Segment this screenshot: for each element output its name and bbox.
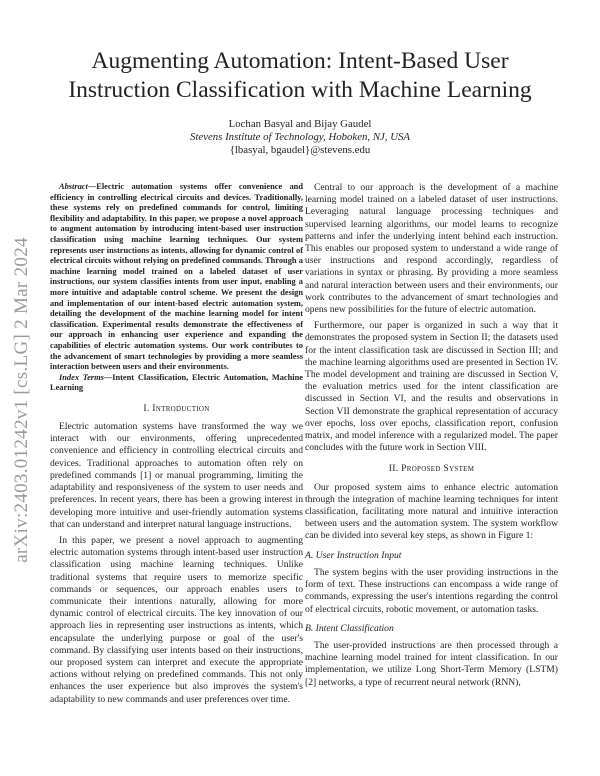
intro-paragraph-4: Furthermore, our paper is organized in such a way that it demonstrates the proposed system in Section II; the datasets used for the intent classification task are discussed in Section III; and the machine learning algorithms used are presented in Section IV. The model development and training are discussed in Section V, the evaluation metrics used for the intent classification are discussed in Section VI, and the results and observations in Section VII demonstrate the graphical representation of accuracy over epochs, loss over epochs, classification report, confusion matrix, and model inference with a regularized model. The paper concludes with the future work in Section VIII. <box>305 320 558 454</box>
abstract-paragraph <box>50 182 303 373</box>
index-terms <box>50 373 303 394</box>
author-affiliation: Stevens Institute of Technology, Hoboken, NJ, USA <box>190 131 410 143</box>
arxiv-identifier: arXiv:2403.01242v1 [cs.LG] 2 Mar 2024 <box>11 237 33 563</box>
intro-paragraph-1: Electric automation systems have transformed the way we interact with our environments, offering unprecedented convenience and efficiency in controlling electrical circuits and devices. Traditional approaches to automation often rely on predefined commands [1] or manual programming, limiting the adaptability and responsiveness of the system to user needs and preferences. In recent years, there has been a growing interest in developing more intuitive and user-friendly automation systems that can understand and interpret natural language instructions. <box>50 421 303 530</box>
abstract-lead: Abstract <box>59 182 88 191</box>
subsection-heading-intent-classification: B. Intent Classification <box>305 622 394 634</box>
author-block <box>60 118 540 157</box>
index-terms-lead: Index Terms <box>59 372 104 382</box>
author-names: Lochan Basyal and Bijay Gaudel <box>228 118 372 130</box>
right-column <box>305 182 558 689</box>
subsection-heading-user-input: A. User Instruction Input <box>305 549 402 561</box>
section-heading-proposed-system: II. Proposed System <box>388 463 475 475</box>
index-terms-text: —Intent Classification, Electric Automation, Machine Learning <box>50 372 304 393</box>
author-emails: {lbasyal, bgaudel}@stevens.edu <box>229 144 371 156</box>
abstract <box>50 182 303 394</box>
intent-classification-paragraph: The user-provided instructions are then processed through a machine learning model trained for intent classification. In our implementation, we utilize Long Short-Term Memory (LSTM) [2] networks, a type of recurrent neural network (RNN), <box>305 639 558 688</box>
left-column <box>50 182 303 706</box>
paper-title: Augmenting Automation: Intent-Based User Instruction Classification with Machine Learning <box>68 48 532 103</box>
abstract-text: —Electric automation systems offer convenience and efficiency in controlling electrical circuits and devices. Traditionally, these systems rely on predefined commands for control, limiting flexibility and adaptability. In this paper, we propose a novel approach to augment automation by introducing intent-based user instruction classification using machine learning techniques. Our system represents user instructions as intents, allowing for dynamic control of electrical circuits without relying on predefined commands. Through a machine learning model trained on a labeled dataset of user instructions, our system classifies intents from user input, enabling a more intuitive and adaptable control scheme. We present the design and implementation of our intent-based electric automation system, detailing the development of the machine learning model for intent classification. Experimental results demonstrate the effectiveness of our approach in enhancing user experience and expanding the capabilities of electric automation systems. Our work contributes to the advancement of smart technologies by providing a more seamless interaction between users and their environments. <box>50 182 303 372</box>
system-paragraph-1: Our proposed system aims to enhance electric automation through the integration of machine learning techniques for intent classification, facilitating more natural and intuitive interaction between users and the automation system. The system workflow can be divided into several key steps, as shown in Figure 1: <box>305 481 558 542</box>
user-input-paragraph: The system begins with the user providing instructions in the form of text. These instructions can encompass a wide range of commands, expressing the user's intentions regarding the control of electrical circuits, robotic movement, or automation tasks. <box>305 566 558 615</box>
intro-paragraph-2: In this paper, we present a novel approach to augmenting electric automation systems through intent-based user instruction classification using machine learning techniques. Unlike traditional systems that require users to memorize specific commands or sequences, our approach enables users to communicate their intentions naturally, allowing for more dynamic control of electrical circuits. The key innovation of our approach lies in representing user instructions as intents, which encapsulate the underlying purpose or goal of the user's command. By classifying user intents based on their instructions, our proposed system can interpret and execute the appropriate actions without relying on predefined commands. This not only enhances the user experience but also improves the system's adaptability to new commands and user preferences over time. <box>50 534 303 705</box>
arxiv-stamp <box>4 200 40 600</box>
section-heading-introduction: I. Introduction <box>143 402 210 414</box>
intro-paragraph-3: Central to our approach is the development of a machine learning model trained on a labeled dataset of user instructions. Leveraging natural language processing techniques and supervised learning algorithms, our model learns to recognize patterns and infer the underlying intent behind each instruction. This enables our proposed system to understand a wide range of user instructions and respond accordingly, regardless of variations in syntax or phrasing. By providing a more seamless and natural interaction between users and their environments, our work contributes to the advancement of smart technologies and opens new possibilities for the future of electric automation. <box>305 182 558 316</box>
